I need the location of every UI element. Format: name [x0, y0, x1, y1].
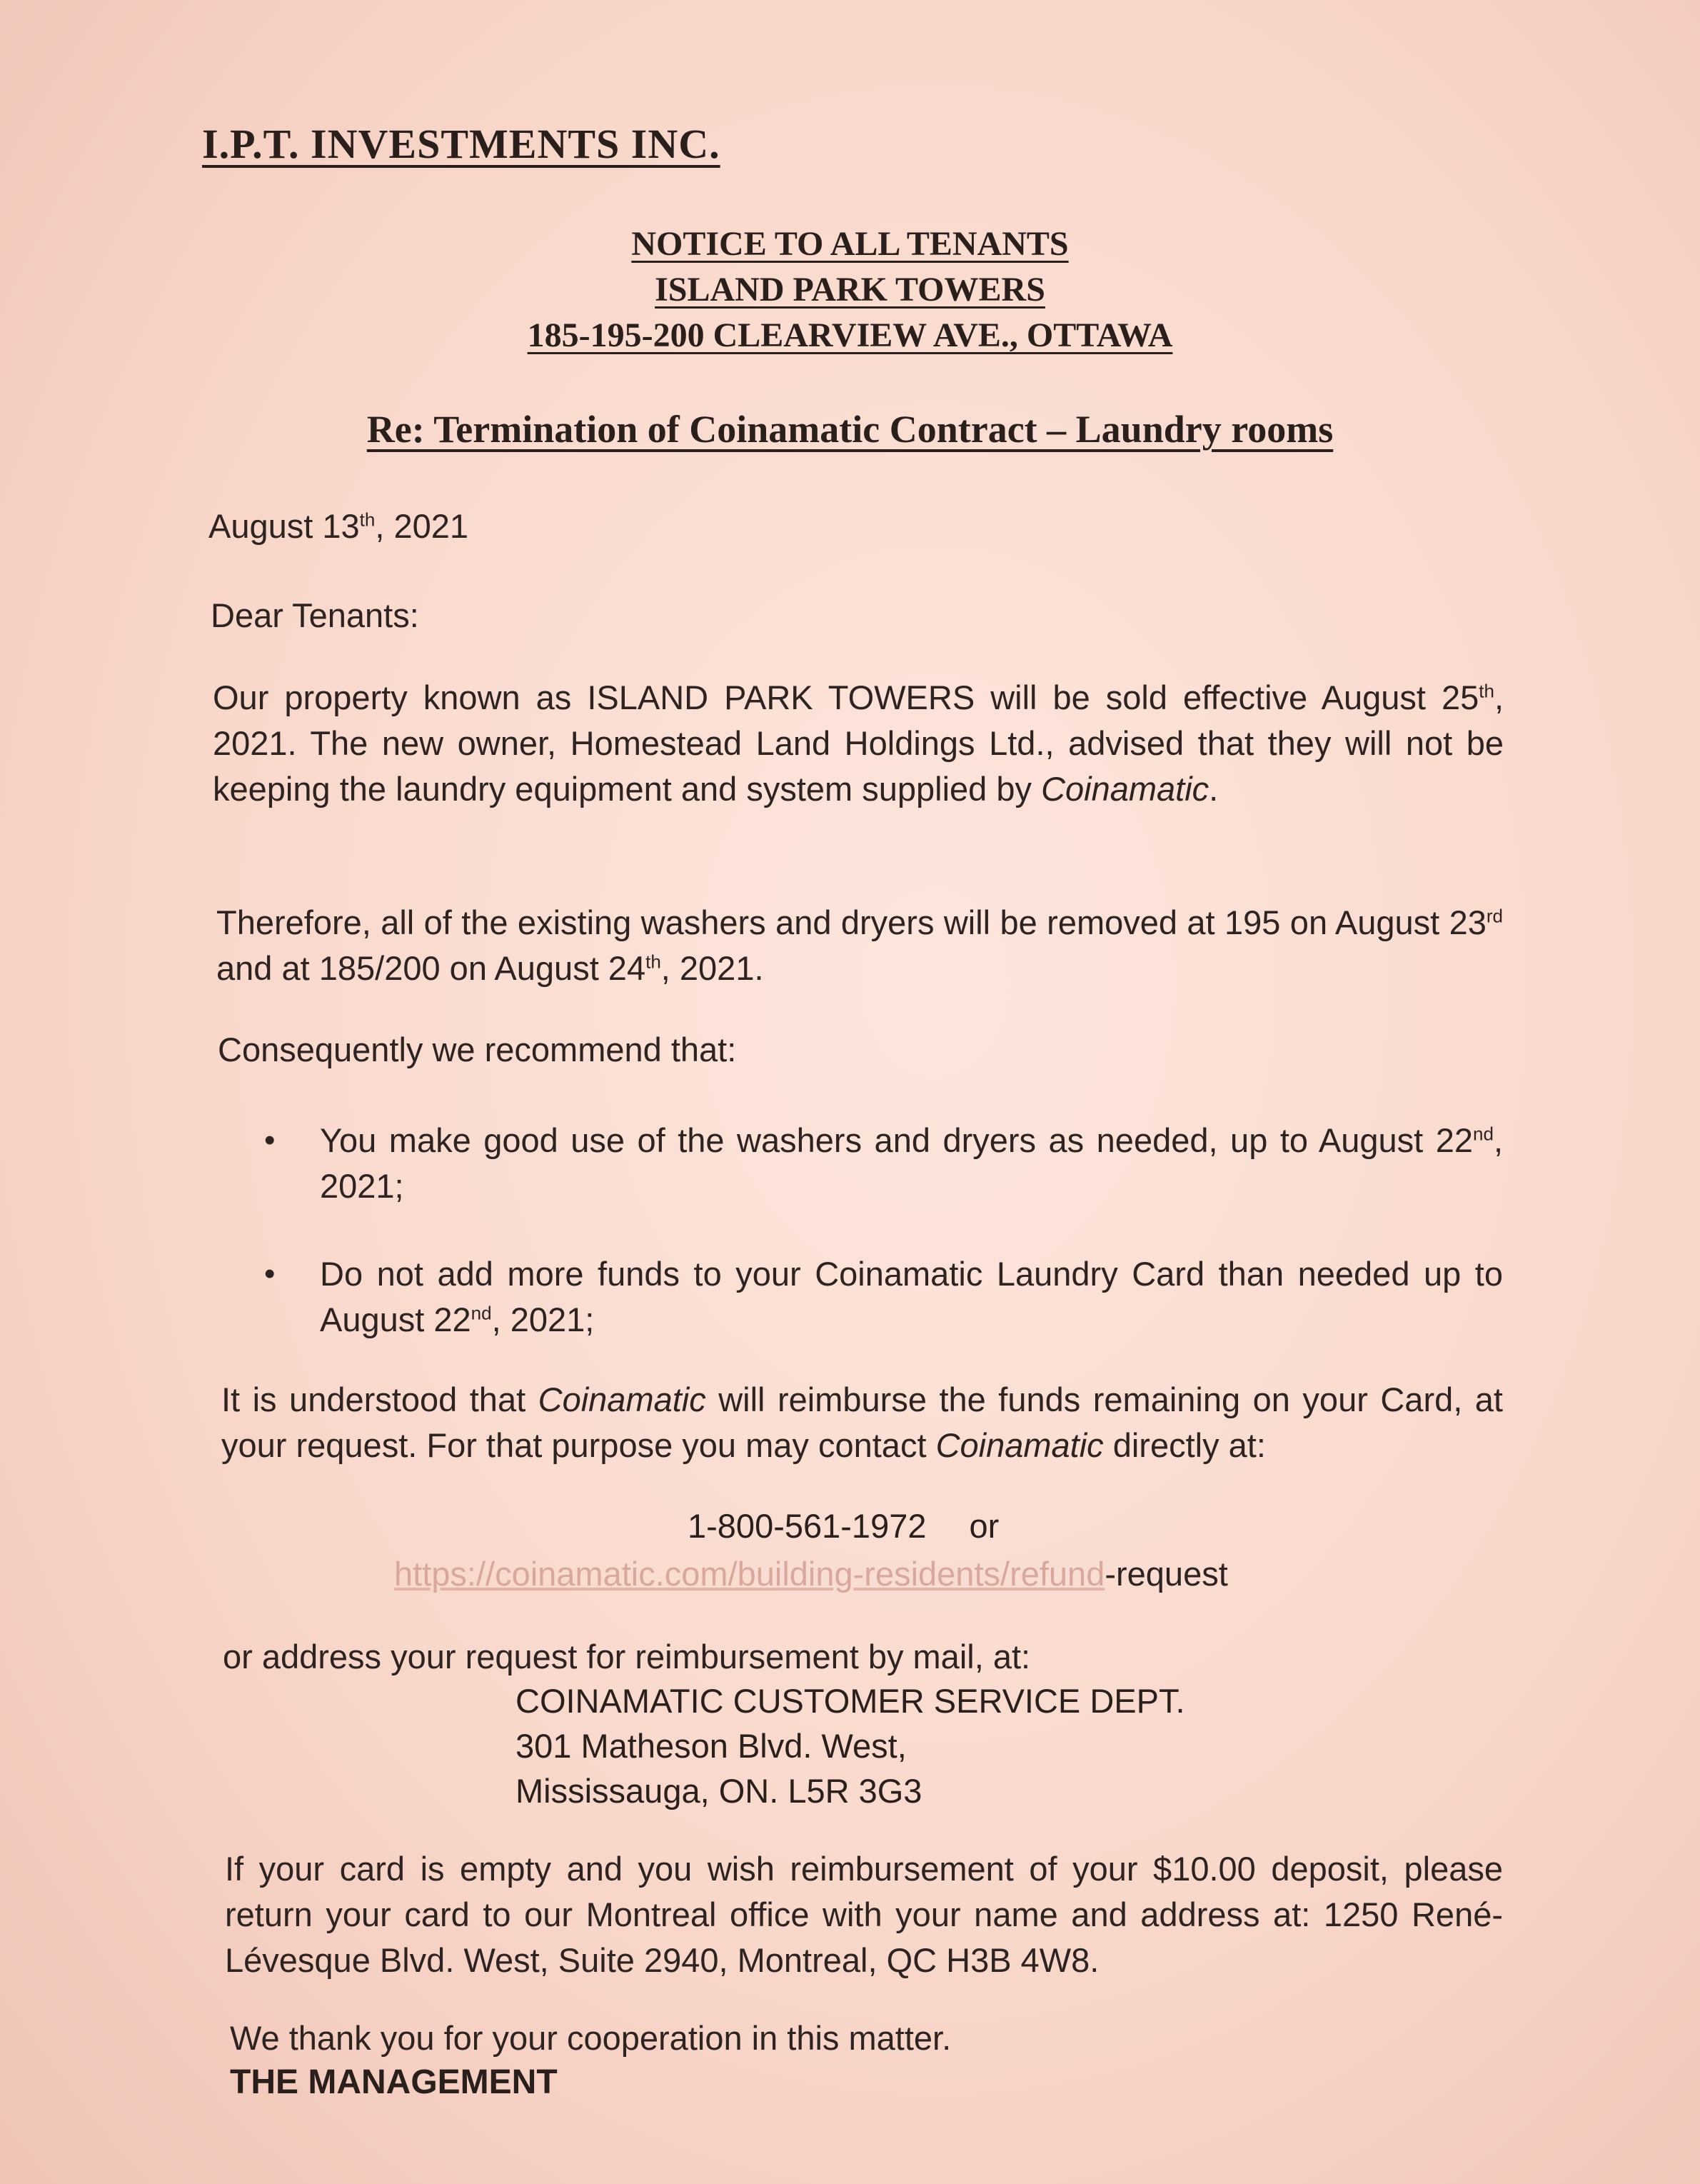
- notice-line-2: ISLAND PARK TOWERS: [655, 271, 1045, 309]
- paragraph2-sup1: rd: [1486, 905, 1503, 927]
- paragraph-thanks: We thank you for your cooperation in this matter.: [230, 2019, 952, 2057]
- paragraph2-sup2: th: [645, 951, 661, 973]
- bullet2-part1: Do not add more funds to your Coinamatic Laundry Card than needed up to August 22: [320, 1255, 1503, 1338]
- address-line-1: COINAMATIC CUSTOMER SERVICE DEPT.: [515, 1682, 1185, 1720]
- signoff: THE MANAGEMENT: [230, 2063, 558, 2101]
- paragraph4-part2: will reimburse the funds remaining on your Card, at your request. For that purpose you may contact: [221, 1381, 1503, 1464]
- phone-line: [688, 1503, 999, 1549]
- bullet-icon: •: [264, 1123, 276, 1158]
- bullet1-part2: , 2021;: [320, 1121, 1503, 1205]
- bullet1-part1: You make good use of the washers and dryers as needed, up to August 22: [320, 1121, 1474, 1159]
- address-line-3: Mississauga, ON. L5R 3G3: [515, 1772, 922, 1810]
- paragraph1-part1: Our property known as ISLAND PARK TOWERS will be sold effective August 25: [213, 678, 1479, 716]
- paragraph1-italic: Coinamatic: [1041, 770, 1209, 808]
- refund-url-line: [394, 1551, 1228, 1597]
- or-text: or: [969, 1507, 1000, 1545]
- bullet2-sup: nd: [471, 1302, 492, 1324]
- paragraph4-italic1: Coinamatic: [538, 1381, 706, 1418]
- paragraph2-part3: , 2021.: [660, 949, 764, 987]
- company-name: I.P.T. INVESTMENTS INC.: [202, 121, 720, 167]
- salutation: Dear Tenants:: [211, 596, 419, 634]
- paragraph4-italic2: Coinamatic: [935, 1426, 1104, 1464]
- date-month: August 13: [208, 507, 360, 545]
- refund-url-link[interactable]: https://coinamatic.com/building-residents/refund: [394, 1555, 1105, 1593]
- paragraph1-part2: , 2021. The new owner, Homestead Land Holdings Ltd., advised that they will not be keeping the laundry equipment and system supplied by: [213, 678, 1504, 808]
- notice-line-1: NOTICE TO ALL TENANTS: [631, 225, 1069, 263]
- paragraph1-part3: .: [1209, 770, 1219, 808]
- letter-date: [208, 504, 468, 549]
- bullet-text: [320, 1118, 1503, 1209]
- paragraph2-part2: and at 185/200 on August 24: [216, 949, 646, 987]
- refund-url-suffix: -request: [1105, 1555, 1228, 1593]
- paragraph-mail: or address your request for reimbursement by mail, at:: [223, 1638, 1031, 1675]
- bullet-text: [320, 1251, 1503, 1343]
- date-year: , 2021: [375, 507, 469, 545]
- paragraph4-part3: directly at:: [1103, 1426, 1266, 1464]
- bullet2-part2: , 2021;: [491, 1301, 595, 1338]
- bullet-icon: •: [264, 1256, 276, 1291]
- paragraph-removal-dates: [216, 900, 1503, 991]
- date-suffix: th: [359, 509, 376, 531]
- address-line-2: 301 Matheson Blvd. West,: [515, 1727, 907, 1765]
- list-item: [264, 1118, 1503, 1209]
- list-item: [264, 1251, 1503, 1343]
- paragraph4-part1: It is understood that: [221, 1381, 538, 1418]
- phone-number[interactable]: 1-800-561-1972: [688, 1507, 927, 1545]
- paragraph1-sup: th: [1479, 680, 1494, 702]
- notice-line-3: 185-195-200 CLEARVIEW AVE., OTTAWA: [527, 316, 1173, 354]
- paragraph-deposit: If your card is empty and you wish reimbursement of your $10.00 deposit, please return your card to our Montreal office with your name and address at: 1250 René-Lévesque Blvd. West, Suite 2940, Montreal, QC H3B 4W8.: [225, 1850, 1503, 1979]
- subject-line: Re: Termination of Coinamatic Contract – Laundry rooms: [366, 408, 1334, 451]
- notice-heading: [0, 221, 1700, 359]
- paragraph-sale-notice: [213, 675, 1504, 812]
- bullet1-sup: nd: [1473, 1123, 1494, 1145]
- paragraph-recommend: Consequently we recommend that:: [218, 1031, 737, 1068]
- paragraph-reimburse: [221, 1377, 1503, 1468]
- paragraph2-part1: Therefore, all of the existing washers and dryers will be removed at 195 on August 23: [216, 903, 1487, 941]
- mail-address: [515, 1678, 1185, 1813]
